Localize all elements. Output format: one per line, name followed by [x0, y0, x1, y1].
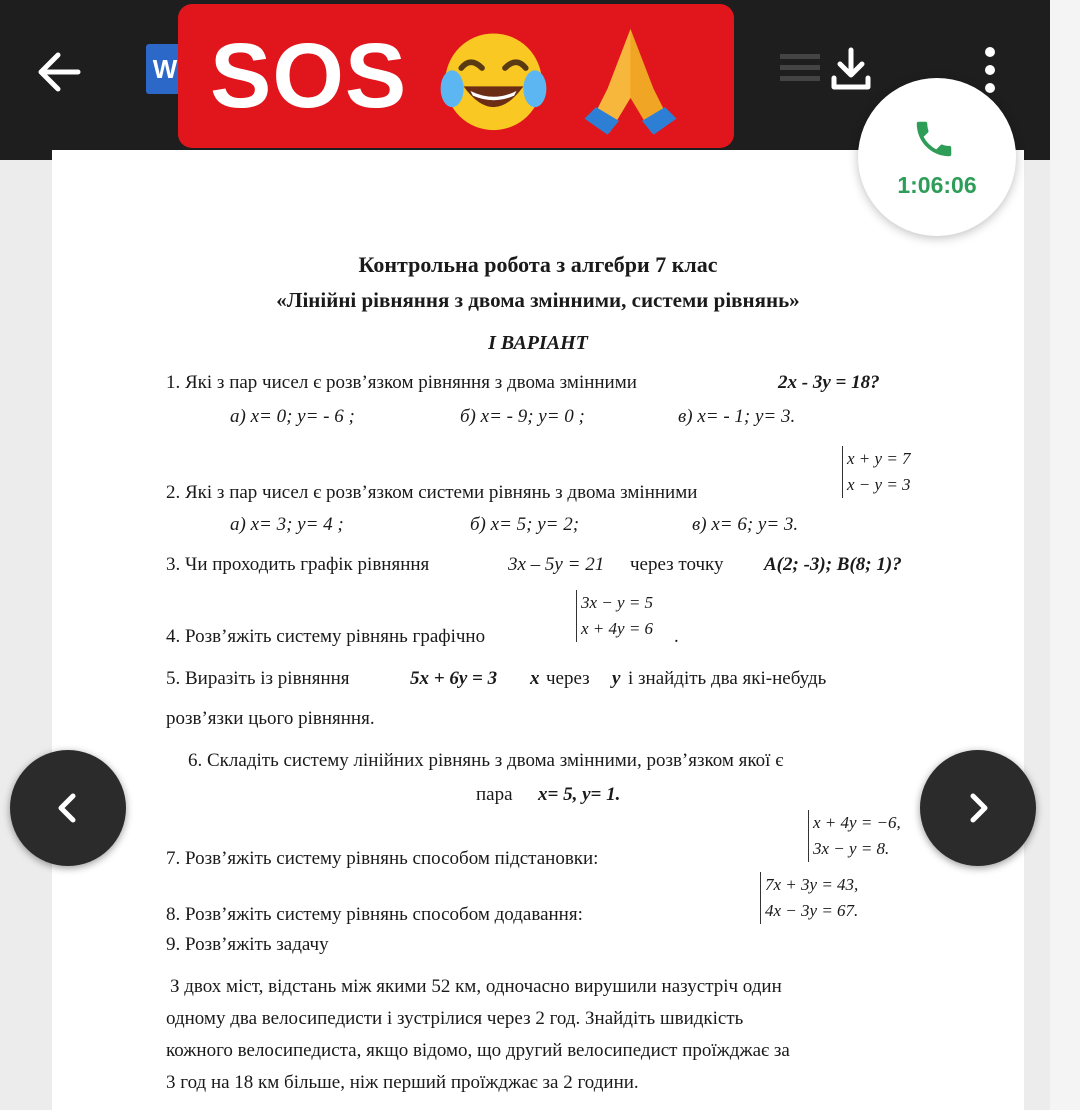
question-8-eq2: 4x − 3y = 67.	[765, 901, 859, 920]
sos-text: SOS	[210, 24, 408, 127]
question-4-eq2: x + 4y = 6	[581, 619, 654, 638]
question-6-pair: x= 5, y= 1.	[538, 784, 621, 805]
question-5-var-x: x	[530, 668, 540, 689]
question-4-eq1: 3x − y = 5	[581, 593, 654, 612]
question-1-equation: 2x - 3y = 18?	[778, 372, 880, 393]
arrow-left-icon[interactable]	[30, 42, 90, 102]
list-icon[interactable]	[776, 48, 826, 88]
question-5-equation: 5x + 6y = 3	[410, 668, 498, 689]
call-duration: 1:06:06	[897, 172, 977, 198]
question-2-eq1: x + y = 7	[847, 449, 911, 468]
question-2-option-c: в) x= 6; y= 3.	[692, 514, 799, 535]
question-6-text: 6. Складіть систему лінійних рівнянь з двома змінними, розв’язком якої є	[188, 750, 784, 771]
question-1-option-c: в) x= - 1; y= 3.	[678, 406, 796, 427]
question-2-option-b: б) x= 5; y= 2;	[470, 514, 580, 535]
problem-line: одному два велосипедисти і зустрілися через 2 год. Знайдіть швидкість	[166, 1008, 744, 1029]
face-with-tears-of-joy-icon	[436, 22, 551, 137]
question-2-eq2: x − y = 3	[847, 475, 911, 494]
document-page	[52, 150, 1024, 1110]
question-5-text: 5. Виразіть із рівняння	[166, 668, 350, 689]
question-7-eq1: x + 4y = −6,	[813, 813, 901, 832]
download-icon[interactable]	[828, 44, 874, 94]
question-7-system	[808, 810, 901, 862]
document-title: Контрольна робота з алгебри 7 клас	[358, 252, 718, 277]
variant-label: І ВАРІАНТ	[488, 332, 588, 354]
question-8-system	[760, 872, 858, 924]
question-7-text: 7. Розв’яжіть систему рівнянь способом підстановки:	[166, 848, 599, 869]
question-6-pair-label: пара	[476, 784, 513, 805]
problem-line: З двох міст, відстань між якими 52 км, одночасно вирушили назустріч один	[170, 976, 782, 997]
question-2-option-a: а) x= 3; y= 4 ;	[230, 514, 344, 535]
right-edge	[1050, 0, 1080, 1110]
question-5-text-3: і знайдіть два які-небудь	[628, 668, 827, 689]
question-3-equation: 3x – 5y = 21	[508, 554, 605, 575]
problem-line: кожного велосипедиста, якщо відомо, що другий велосипедист проїжджає за	[166, 1040, 790, 1061]
question-8-eq1: 7x + 3y = 43,	[765, 875, 859, 894]
sos-sticker	[178, 4, 734, 148]
question-2-system	[842, 446, 911, 498]
chevron-left-icon	[48, 788, 88, 828]
question-4-system	[576, 590, 653, 642]
question-2-text: 2. Які з пар чисел є розв’язком системи рівнянь з двома змінними	[166, 482, 698, 503]
chevron-right-icon	[958, 788, 998, 828]
question-4-end: .	[674, 626, 679, 647]
question-1-option-a: а) x= 0; y= - 6 ;	[230, 406, 355, 427]
question-5-var-y: y	[612, 668, 621, 689]
question-4-text: 4. Розв’яжіть систему рівнянь графічно	[166, 626, 486, 647]
problem-line: 3 год на 18 км більше, ніж перший проїжджає за 2 години.	[166, 1072, 639, 1093]
document-content	[52, 150, 1024, 1110]
question-5-text-2: через	[546, 668, 590, 689]
question-9-text: 9. Розв’яжіть задачу	[166, 934, 329, 955]
phone-icon	[911, 116, 957, 162]
question-5-line-2: розв’язки цього рівняння.	[166, 708, 375, 729]
question-3-text-2: через точку	[630, 554, 724, 575]
call-overlay-button[interactable]	[858, 78, 1016, 236]
question-1-text: 1. Які з пар чисел є розв’язком рівняння з двома змінними	[166, 372, 637, 393]
next-page-button[interactable]	[920, 750, 1036, 866]
question-3-text: 3. Чи проходить графік рівняння	[166, 554, 430, 575]
question-1-option-b: б) x= - 9; y= 0 ;	[460, 406, 585, 427]
question-7-eq2: 3x − y = 8.	[813, 839, 890, 858]
question-8-text: 8. Розв’яжіть систему рівнянь способом додавання:	[166, 904, 583, 925]
word-app-icon: W	[146, 44, 184, 94]
folded-hands-icon	[573, 22, 688, 137]
document-subtitle: «Лінійні рівняння з двома змінними, системи рівнянь»	[276, 288, 800, 312]
question-3-points: A(2; -3); B(8; 1)?	[764, 554, 902, 575]
previous-page-button[interactable]	[10, 750, 126, 866]
